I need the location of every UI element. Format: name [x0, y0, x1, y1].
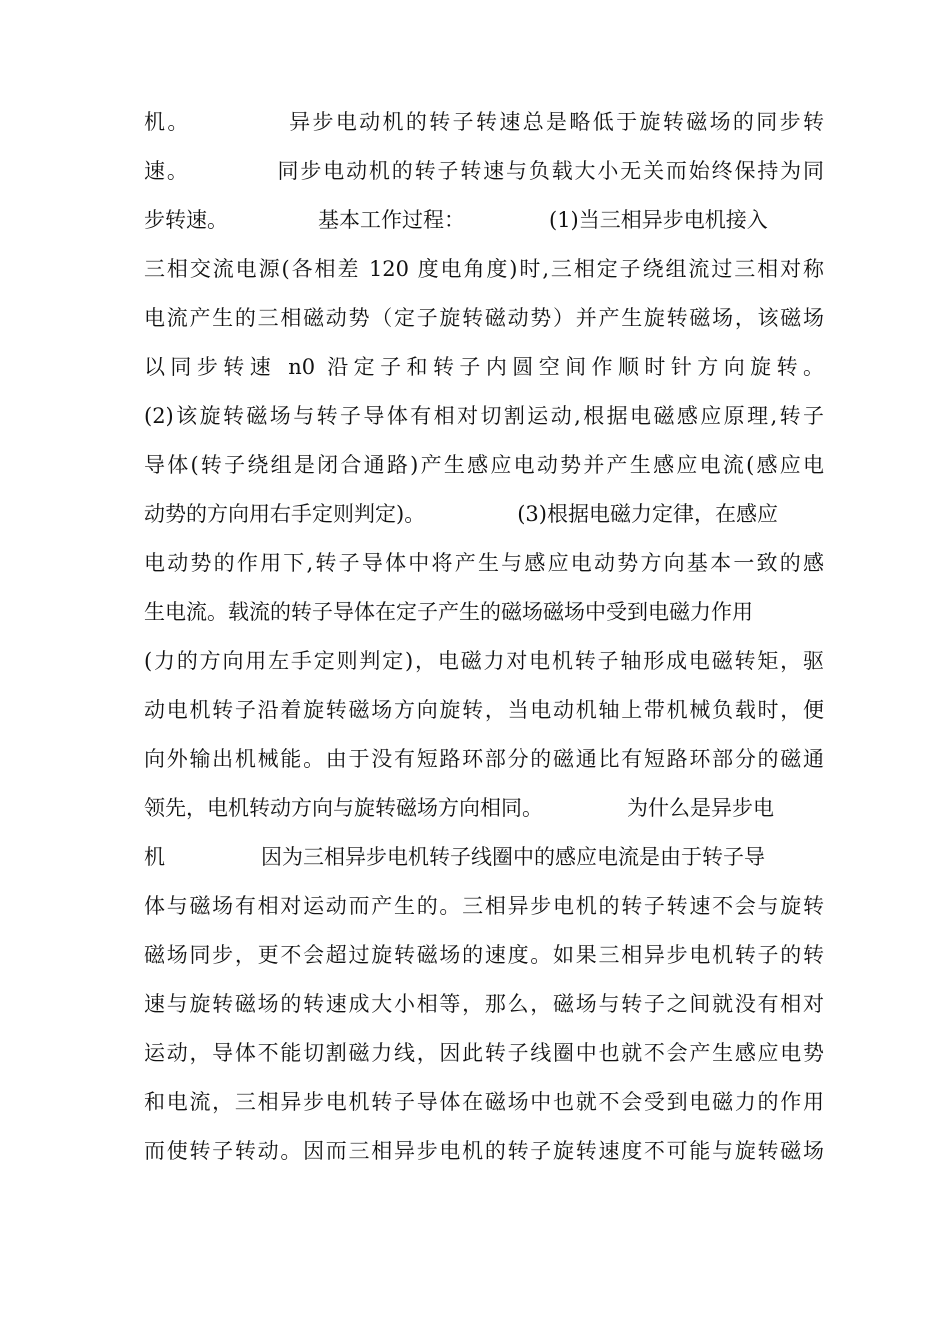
text-line-14: 向外输出机械能。由于没有短路环部分的磁通比有短路环部分的磁通	[144, 747, 824, 771]
text-line-2	[144, 155, 824, 187]
text-line-4: 三相交流电源(各相差 120 度电角度)时,三相定子绕组流过三相对称	[144, 257, 824, 281]
text-line-12: (力的方向用左手定则判定)，电磁力对电机转子轴形成电磁转矩，驱	[144, 649, 824, 673]
text-line-11: 生电流。载流的转子导体在定子产生的磁场磁场中受到电磁力作用	[144, 600, 753, 624]
text-segment: 动势的方向用右手定则判定)。	[144, 502, 426, 526]
text-line-16	[144, 841, 824, 873]
text-line-17: 体与磁场有相对运动而产生的。三相异步电机的转子转速不会与旋转	[144, 894, 824, 918]
text-segment: 步转速。	[144, 208, 228, 232]
text-segment: (1)当三相异步电机接入	[549, 208, 768, 232]
text-line-1	[144, 106, 824, 138]
text-line-7: (2)该旋转磁场与转子导体有相对切割运动,根据电磁感应原理,转子	[144, 404, 824, 428]
text-line-10: 电动势的作用下,转子导体中将产生与感应电动势方向基本一致的感	[144, 551, 824, 575]
text-line-22: 而使转子转动。因而三相异步电机的转子旋转速度不可能与旋转磁场	[144, 1139, 824, 1163]
text-line-9	[144, 498, 824, 530]
text-line-5: 电流产生的三相磁动势（定子旋转磁动势）并产生旋转磁场，该磁场	[144, 306, 824, 330]
text-segment: 速。	[144, 159, 190, 183]
text-segment: 机	[144, 845, 165, 869]
text-line-20: 运动，导体不能切割磁力线，因此转子线圈中也就不会产生感应电势	[144, 1041, 824, 1065]
text-segment: 异步电动机的转子转速总是略低于旋转磁场的同步转	[286, 110, 825, 134]
text-line-19: 速与旋转磁场的转速成大小相等，那么，磁场与转子之间就没有相对	[144, 992, 824, 1016]
text-segment: (3)根据电磁力定律，在感应	[517, 502, 778, 526]
text-segment: 机。	[144, 110, 191, 134]
text-segment: 为什么是异步电	[627, 796, 774, 820]
text-segment: 基本工作过程：	[318, 208, 465, 232]
text-line-3	[144, 204, 824, 236]
text-line-8: 导体(转子绕组是闭合通路)产生感应电动势并产生感应电流(感应电	[144, 453, 824, 477]
text-segment: 同步电动机的转子转速与负载大小无关而始终保持为同	[275, 159, 825, 183]
text-segment: 领先，电机转动方向与旋转磁场方向相同。	[144, 796, 543, 820]
text-line-18: 磁场同步，更不会超过旋转磁场的速度。如果三相异步电机转子的转	[144, 943, 824, 967]
text-line-15	[144, 792, 824, 824]
text-line-6: 以同步转速 n0 沿定子和转子内圆空间作顺时针方向旋转。	[144, 355, 824, 379]
text-segment: 因为三相异步电机转子线圈中的感应电流是由于转子导	[261, 845, 765, 869]
text-line-21: 和电流，三相异步电机转子导体在磁场中也就不会受到电磁力的作用	[144, 1090, 824, 1114]
text-line-13: 动电机转子沿着旋转磁场方向旋转，当电动机轴上带机械负载时，便	[144, 698, 824, 722]
